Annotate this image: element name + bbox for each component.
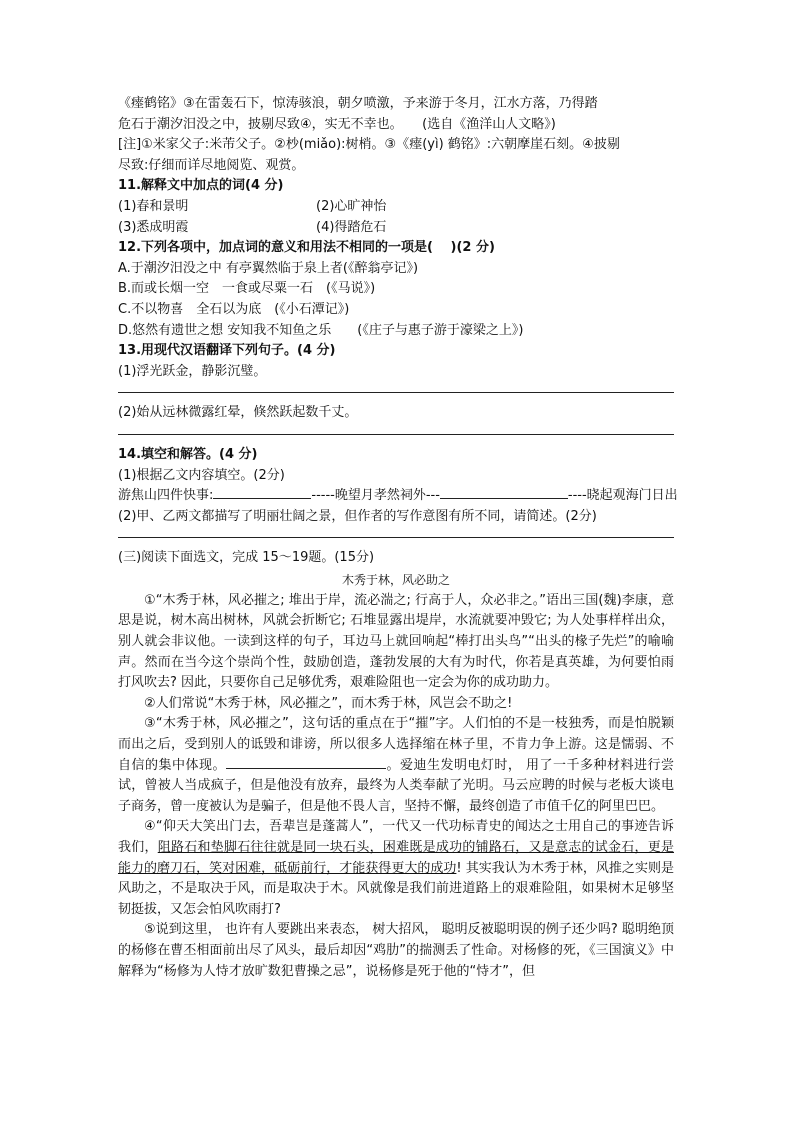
fill-prefix: 游焦山四件快事:	[118, 488, 214, 504]
paragraph-5: ⑤说到这里， 也许有人要跳出来表态， 树大招风， 聪明反被聪明误的例子还少吗? 聪明绝顶的杨修在曹丕相面前出尽了风头，最后却因“鸡肋”的揣测丢了性命。对杨修的死，《三国演义》中解释为“杨修为人恃才放旷数犯曹操之忌”，说杨修是死于他的“恃才”，但	[118, 922, 674, 979]
question-11-stem: 11.解释文中加点的词(4 分)	[118, 178, 284, 194]
passage-line: 危石于潮汐汨没之中，披剔尽致④，实无不幸也。 (选自《渔洋山人文略》)	[118, 116, 556, 132]
notes-line: 尽致:仔细而详尽地阅览、观赏。	[118, 157, 305, 173]
paragraph-4-text: ④“仰天大笑出门去，吾辈岂是蓬蒿人”，一代又一代功标青史的闻达之士用自己的事迹告诉我们，	[118, 819, 674, 855]
paragraph-3	[118, 714, 674, 817]
q13-item: (1)浮光跃金，静影沉璧。	[118, 363, 267, 379]
paragraph-1: ①“木秀于林，风必摧之; 堆出于岸，流必湍之; 行高于人，众必非之。”语出三国(魏)李康，意思是说，树木高出树林，风就会折断它; 石堆显露出堤岸，水流就要冲毁它; 为人处事样样出众，别人就会非议他。一读到这样的句子，耳边马上就回响起“棒打出头鸟”“出头的椽子先烂”的喻喻声。然而在当今这个崇尚个性，鼓励创造，蓬勃发展的大有为时代，你若是真英雄，为何要怕雨打风吹去? 因此，只要你自己足够优秀，艰难险阻也一定会为你的成功助力。	[118, 592, 674, 691]
q11-item: (2)心旷神怡	[316, 198, 387, 214]
notes-line: [注]①米家父子:米芾父子。②杪(miǎo):树梢。③《瘗(yì) 鹤铭》:六朝摩崖石刻。④披剔	[118, 137, 620, 153]
q12-option: D.悠然有遗世之想 安知我不知鱼之乐 (《庄子与惠子游于濠梁之上》)	[118, 322, 524, 338]
section-3-header: (三)阅读下面选文，完成 15～19题。(15分)	[118, 550, 375, 566]
q14-sub1: (1)根据乙文内容填空。(2分)	[118, 467, 285, 483]
fill-blank	[440, 486, 568, 499]
q13-item: (2)始从远林微露红晕，倏然跃起数千丈。	[118, 405, 358, 421]
paragraph-2: ②人们常说“木秀于林，风必摧之”，而木秀于林，风岂会不助之!	[144, 695, 513, 711]
question-14-stem: 14.填空和解答。(4 分)	[118, 446, 258, 462]
fill-suffix: ----晓起观海门日出	[567, 488, 678, 504]
q14-sub2: (2)甲、乙两文都描写了明丽壮阔之景，但作者的写作意图有所不同，请简述。(2分)	[118, 508, 597, 524]
paragraph-3-text: ③“木秀于林，风必摧之”，这句话的重点在于“摧”字。人们怕的不是一枝独秀，而是怕脱颖而出之后，受到别人的诋毁和诽谤，所以很多人选择缩在林子里，不肯力争上游。这是懦弱、不自信的集中体现。	[118, 716, 674, 773]
question-11-row	[118, 218, 674, 239]
answer-line	[118, 527, 674, 538]
passage-line: 《瘗鹤铭》③在雷轰石下，惊涛骇浪，朝夕喷激，予来游于冬月，江水方落，乃得踏	[118, 96, 598, 111]
q12-option: C.不以物喜 全石以为底 (《小石潭记》)	[118, 301, 350, 317]
paragraph-3-text: 。爱迪生发明电灯时， 用了一千多种材料进行尝试，曾被人当成疯子，但是他没有放弃，最终为人类奉献了光明。马云应聘的时候与老板大谈电子商务，曾一度被认为是骗子，但是他不畏人言，坚持不懈，最终创造了市值千亿的阿里巴巴。	[118, 757, 674, 814]
answer-line	[118, 382, 674, 393]
question-11-row	[118, 197, 674, 218]
q12-option: B.而或长烟一空 一食或尽粟一石 (《马说》)	[118, 281, 376, 297]
answer-line	[118, 424, 674, 435]
page-content	[118, 94, 678, 982]
paragraph-4	[118, 817, 674, 920]
q12-option: A.于潮汐汨没之中 有亭翼然临于泉上者(《醉翁亭记》)	[118, 260, 419, 276]
q11-item: (1)春和景明	[118, 198, 189, 214]
paragraph-4-text: ! 其实我认为木秀于林，风推之实则是风助之，不是取决于风，而是取决于木。风就像是我们前进道路上的艰难险阻，如果树木足够坚韧挺拔，又怎会怕风吹雨打?	[118, 860, 674, 917]
q11-item: (4)得踏危石	[316, 219, 387, 235]
question-13-stem: 13.用现代汉语翻译下列句子。(4 分)	[118, 343, 336, 359]
underlined-sentence: 阻路石和垫脚石往往就是同一块石头，困难既是成功的铺路石，又是意志的试金石，更是能力的磨刀石，笑对困难，砥砺前行，才能获得更大的成功	[118, 840, 674, 876]
question-12-stem: 12.下列各项中，加点词的意义和用法不相同的一项是( )(2 分)	[118, 240, 495, 256]
article-title: 木秀于林，风必助之	[341, 572, 450, 587]
fill-blank	[226, 756, 386, 769]
fill-blank	[213, 486, 311, 499]
q11-item: (3)悉成明霞	[118, 219, 189, 235]
q14-fill-row	[118, 486, 678, 507]
fill-mid: -----晚望月孝然祠外---	[311, 488, 440, 504]
